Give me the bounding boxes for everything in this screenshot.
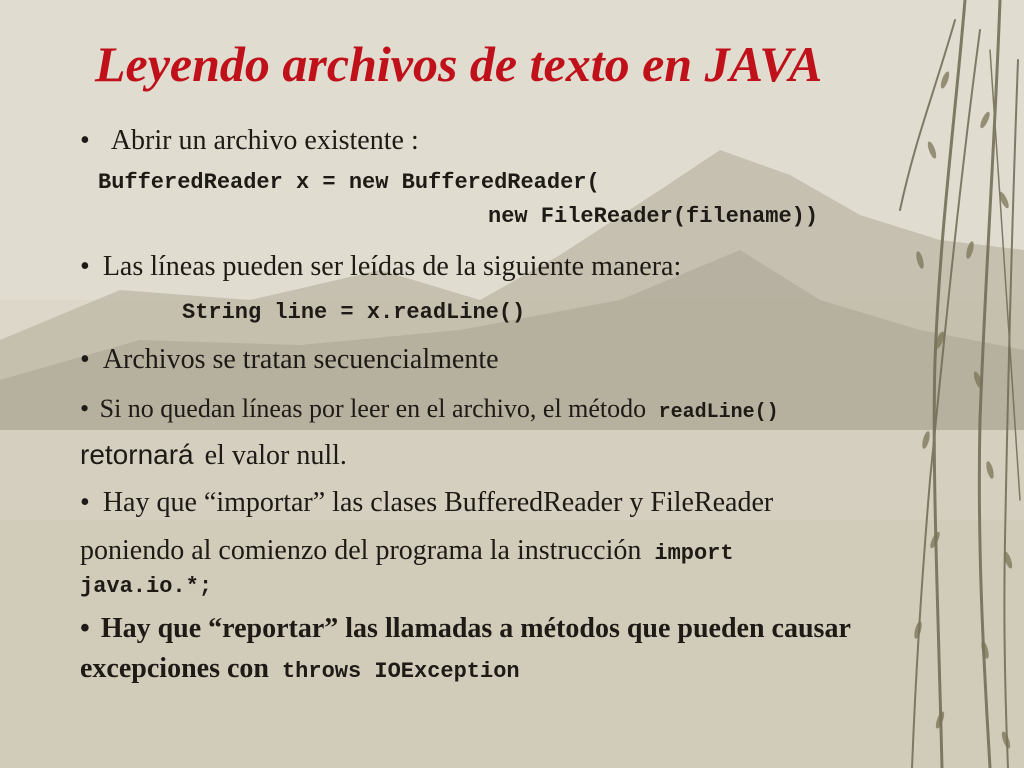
bullet-3 bbox=[80, 343, 499, 377]
code-import: import bbox=[654, 541, 734, 566]
bullet-5 bbox=[80, 486, 773, 520]
bullet-5-line2 bbox=[80, 534, 734, 571]
bullet-5-text2: poniendo al comienzo del programa la instrucción bbox=[80, 535, 642, 566]
bullet-icon: • bbox=[80, 251, 90, 282]
bullet-4-text: Si no quedan líneas por leer en el archivo, el método bbox=[99, 394, 647, 423]
bullet-6-line2 bbox=[80, 652, 520, 689]
bullet-2 bbox=[80, 250, 681, 284]
slide-title: Leyendo archivos de texto en JAVA bbox=[95, 36, 823, 92]
word-retornara: retornará bbox=[80, 439, 194, 470]
bullet-5-text: Hay que “importar” las clases BufferedReader y FileReader bbox=[102, 487, 774, 518]
code-java-io: java.io.*; bbox=[80, 574, 213, 599]
code-buffered-reader: BufferedReader x = new BufferedReader( bbox=[98, 170, 600, 195]
bullet-icon: • bbox=[80, 487, 90, 518]
bullet-icon: • bbox=[80, 344, 90, 375]
code-throws: throws IOException bbox=[281, 659, 520, 684]
bullet-1-text: Abrir un archivo existente : bbox=[110, 125, 419, 156]
bullet-icon: • bbox=[80, 613, 90, 644]
bullet-4-rest: el valor null. bbox=[204, 440, 347, 471]
code-readline-inline: readLine() bbox=[658, 401, 779, 424]
bullet-6 bbox=[80, 612, 851, 646]
bullet-4-line2 bbox=[80, 438, 347, 473]
bullet-4 bbox=[80, 392, 779, 430]
bullet-icon: • bbox=[80, 125, 90, 156]
bullet-1 bbox=[80, 124, 419, 158]
bullet-3-text: Archivos se tratan secuencialmente bbox=[102, 344, 499, 375]
bullet-2-text: Las líneas pueden ser leídas de la siguiente manera: bbox=[102, 251, 682, 282]
bullet-6-text2: excepciones con bbox=[80, 653, 269, 684]
code-readline: String line = x.readLine() bbox=[182, 300, 526, 325]
bullet-6-text: Hay que “reportar” las llamadas a métodos que pueden causar bbox=[100, 613, 851, 644]
bullet-icon: • bbox=[80, 394, 90, 423]
code-file-reader: new FileReader(filename)) bbox=[488, 204, 819, 229]
